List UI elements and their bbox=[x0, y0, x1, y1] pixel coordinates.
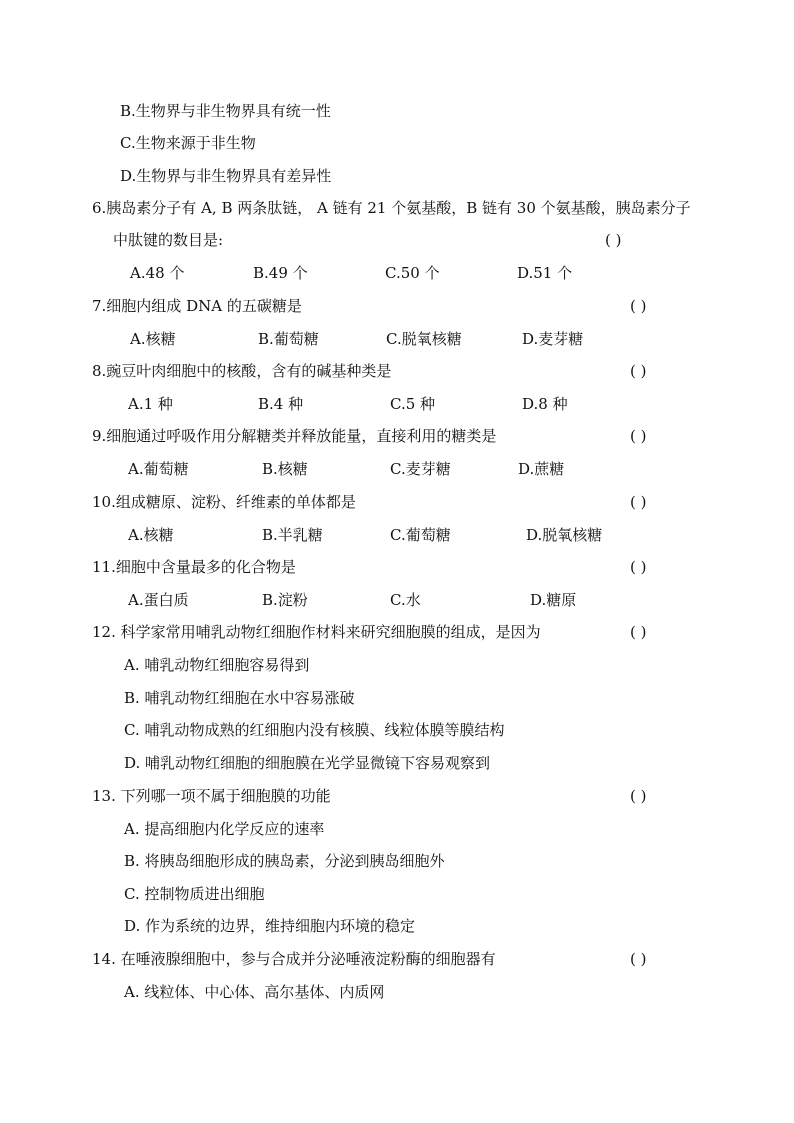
q9-option-c: C.麦芽糖 bbox=[390, 460, 451, 478]
q8-option-c: C.5 种 bbox=[390, 395, 436, 413]
q6-stem-line1: 6.胰岛素分子有 A, B 两条肽链， A 链有 21 个氨基酸，B 链有 30 个氨基酸，胰岛素分子 bbox=[92, 199, 691, 217]
q14-option-a: A. 线粒体、中心体、高尔基体、内质网 bbox=[124, 983, 385, 1001]
q8-option-d: D.8 种 bbox=[522, 395, 568, 413]
q6-stem-line2: 中肽键的数目是: bbox=[113, 231, 224, 249]
q12-option-c: C. 哺乳动物成熟的红细胞内没有核膜、线粒体膜等膜结构 bbox=[124, 721, 505, 739]
q5-option-d: D.生物界与非生物界具有差异性 bbox=[120, 167, 332, 185]
q9-option-b: B.核糖 bbox=[262, 460, 308, 478]
q14-stem: 14. 在唾液腺细胞中，参与合成并分泌唾液淀粉酶的细胞器有 bbox=[92, 950, 496, 968]
q8-stem: 8.豌豆叶肉细胞中的核酸，含有的碱基种类是 bbox=[92, 362, 392, 380]
q9-answer-blank: ( ) bbox=[630, 427, 647, 445]
q13-option-a: A. 提高细胞内化学反应的速率 bbox=[124, 820, 325, 838]
q13-answer-blank: ( ) bbox=[630, 787, 647, 805]
q11-option-c: C.水 bbox=[390, 591, 421, 609]
q10-answer-blank: ( ) bbox=[630, 493, 647, 511]
q12-answer-blank: ( ) bbox=[630, 623, 647, 641]
q12-option-a: A. 哺乳动物红细胞容易得到 bbox=[124, 656, 310, 674]
q7-option-a: A.核糖 bbox=[130, 330, 176, 348]
q8-option-b: B.4 种 bbox=[258, 395, 304, 413]
q12-option-d: D. 哺乳动物红细胞的细胞膜在光学显微镜下容易观察到 bbox=[124, 754, 491, 772]
q11-option-a: A.蛋白质 bbox=[128, 591, 189, 609]
q7-option-d: D.麦芽糖 bbox=[522, 330, 584, 348]
q7-option-b: B.葡萄糖 bbox=[258, 330, 319, 348]
q13-option-d: D. 作为系统的边界，维持细胞内环境的稳定 bbox=[124, 917, 416, 935]
q8-option-a: A.1 种 bbox=[128, 395, 173, 413]
q6-option-d: D.51 个 bbox=[517, 264, 573, 282]
q10-option-d: D.脱氧核糖 bbox=[526, 526, 603, 544]
q7-option-c: C.脱氧核糖 bbox=[386, 330, 462, 348]
q9-option-d: D.蔗糖 bbox=[518, 460, 565, 478]
q9-stem: 9.细胞通过呼吸作用分解糖类并释放能量，直接利用的糖类是 bbox=[92, 427, 497, 445]
q5-option-b: B.生物界与非生物界具有统一性 bbox=[120, 102, 331, 120]
q11-answer-blank: ( ) bbox=[630, 558, 647, 576]
q9-option-a: A.葡萄糖 bbox=[128, 460, 189, 478]
q13-option-b: B. 将胰岛细胞形成的胰岛素，分泌到胰岛细胞外 bbox=[124, 852, 445, 870]
q10-option-b: B.半乳糖 bbox=[262, 526, 323, 544]
q12-stem: 12. 科学家常用哺乳动物红细胞作材料来研究细胞膜的组成，是因为 bbox=[92, 623, 541, 641]
q6-option-b: B.49 个 bbox=[253, 264, 308, 282]
q12-option-b: B. 哺乳动物红细胞在水中容易涨破 bbox=[124, 689, 355, 707]
q13-stem: 13. 下列哪一项不属于细胞膜的功能 bbox=[92, 787, 331, 805]
q11-option-d: D.糖原 bbox=[530, 591, 577, 609]
q6-option-a: A.48 个 bbox=[130, 264, 185, 282]
q10-option-a: A.核糖 bbox=[128, 526, 174, 544]
q5-option-c: C.生物来源于非生物 bbox=[120, 134, 256, 152]
q11-option-b: B.淀粉 bbox=[262, 591, 308, 609]
q6-option-c: C.50 个 bbox=[385, 264, 440, 282]
q13-option-c: C. 控制物质进出细胞 bbox=[124, 885, 265, 903]
q14-answer-blank: ( ) bbox=[630, 950, 647, 968]
q11-stem: 11.细胞中含量最多的化合物是 bbox=[92, 558, 296, 576]
q10-option-c: C.葡萄糖 bbox=[390, 526, 451, 544]
q7-answer-blank: ( ) bbox=[630, 297, 647, 315]
q8-answer-blank: ( ) bbox=[630, 362, 647, 380]
q6-answer-blank: ( ) bbox=[605, 231, 622, 249]
q10-stem: 10.组成糖原、淀粉、纤维素的单体都是 bbox=[92, 493, 356, 511]
q7-stem: 7.细胞内组成 DNA 的五碳糖是 bbox=[92, 297, 302, 315]
